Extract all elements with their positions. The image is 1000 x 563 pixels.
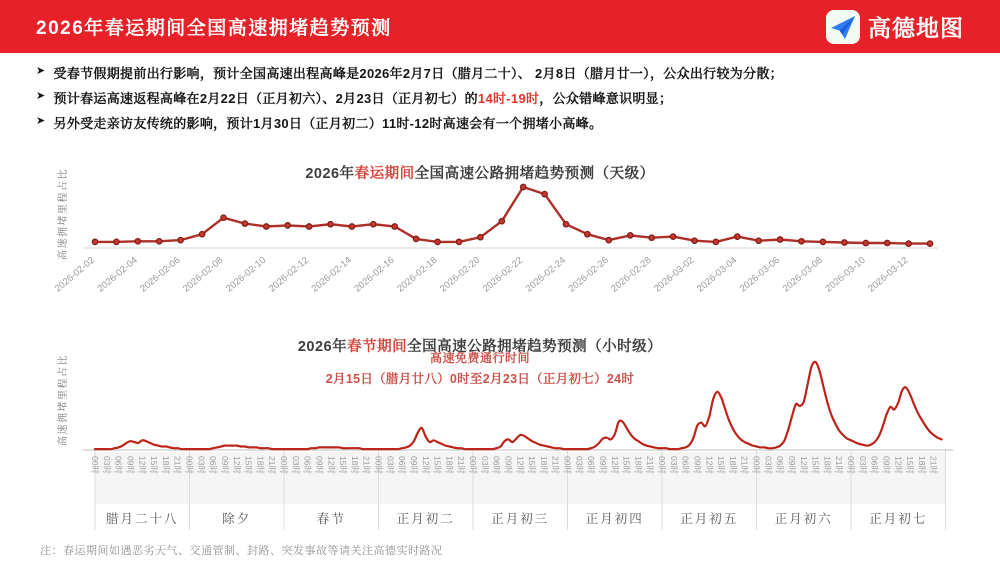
- data-point-marker: [114, 239, 119, 244]
- toll-free-annotation-line2: 2月15日（腊月廿八）0时至2月23日（正月初七）24时: [325, 372, 635, 386]
- x-tick-label: 2026-03-10: [823, 254, 868, 295]
- day-label: 正月初六: [774, 512, 833, 526]
- daily-y-axis-label: 高速拥堵里程占比: [58, 168, 69, 260]
- data-point-marker: [885, 240, 890, 245]
- hour-tick-label: 09时: [125, 456, 136, 474]
- data-point-marker: [264, 224, 269, 229]
- bullet-arrow-icon: ➤: [36, 65, 46, 77]
- data-point-marker: [863, 240, 868, 245]
- data-point-marker: [371, 222, 376, 227]
- hourly-y-axis-label: 高速拥堵里程占比: [58, 354, 69, 446]
- data-point-marker: [799, 239, 804, 244]
- hour-tick-label: 03时: [101, 456, 112, 474]
- hour-tick-label: 00时: [562, 456, 573, 474]
- hour-tick-label: 21时: [456, 456, 467, 474]
- hour-tick-label: 09时: [503, 456, 514, 474]
- data-point-marker: [649, 235, 654, 240]
- hour-tick-label: 15时: [716, 456, 727, 474]
- x-tick-label: 2026-02-14: [309, 254, 354, 295]
- x-tick-label: 2026-02-22: [480, 254, 526, 295]
- hour-tick-label: 18时: [538, 456, 549, 474]
- hour-tick-label: 06时: [491, 456, 502, 474]
- x-tick-label: 2026-02-12: [266, 254, 312, 295]
- hour-tick-label: 03时: [574, 456, 585, 474]
- hour-tick-label: 00时: [657, 456, 667, 474]
- hour-tick-label: 12时: [137, 456, 148, 474]
- data-point-marker: [692, 238, 697, 243]
- title-segment: 全国高速公路拥堵趋势预测（小时级）: [407, 338, 663, 355]
- data-point-marker: [777, 237, 782, 242]
- data-point-marker: [413, 236, 418, 241]
- day-label: 正月初五: [680, 512, 739, 526]
- hour-tick-label: 12时: [231, 456, 242, 474]
- header-bar: [0, 0, 1000, 53]
- hour-tick-label: 00时: [90, 456, 100, 474]
- bullet-text: [54, 88, 673, 107]
- text-segment: 受春节假期提前出行影响，预计全国高速出程高峰是2026年2月7日（腊月二十）、 2月8日（腊月廿一），公众出行较为分散；: [53, 66, 783, 81]
- x-tick-label: 2026-02-06: [138, 254, 183, 295]
- hour-tick-label: 18时: [349, 456, 360, 474]
- hour-tick-label: 12时: [609, 456, 620, 474]
- hour-tick-label: 03时: [290, 456, 301, 474]
- hour-tick-label: 06时: [586, 456, 597, 474]
- bullet-item: [36, 113, 984, 138]
- hour-tick-label: 03时: [763, 456, 774, 474]
- title-highlight: 春节期间: [347, 338, 408, 355]
- footer-note: 注：春运期间如遇恶劣天气、交通管制、封路、突发事故等请关注高德实时路况: [40, 545, 443, 557]
- day-label: 正月初四: [585, 512, 644, 526]
- daily-data-points: [92, 184, 932, 246]
- hour-tick-label: 18时: [255, 456, 266, 474]
- data-point-marker: [628, 233, 633, 238]
- x-tick-label: 2026-02-02: [52, 254, 97, 295]
- data-point-marker: [820, 239, 825, 244]
- data-point-marker: [927, 241, 932, 246]
- hour-tick-label: 06时: [208, 456, 219, 474]
- day-label: 正月初七: [869, 512, 928, 526]
- data-point-marker: [542, 191, 547, 196]
- data-point-marker: [435, 239, 440, 244]
- x-tick-label: 2026-03-02: [652, 254, 697, 295]
- hour-tick-label: 12时: [515, 456, 526, 474]
- hour-tick-label: 00时: [184, 456, 195, 474]
- data-point-marker: [392, 224, 397, 229]
- data-point-marker: [242, 221, 247, 226]
- daily-trend-line: [95, 187, 930, 244]
- x-tick-label: 2026-02-10: [223, 254, 269, 295]
- bullet-text: [54, 63, 783, 82]
- hour-tick-label: 21时: [834, 456, 845, 474]
- hour-tick-label: 06时: [775, 456, 786, 474]
- data-point-marker: [221, 215, 226, 220]
- hourly-trend-line: [95, 362, 942, 449]
- hour-tick-label: 06时: [302, 456, 313, 474]
- hour-tick-label: 06时: [680, 456, 691, 474]
- data-point-marker: [906, 241, 911, 246]
- hour-tick-label: 03时: [385, 456, 396, 474]
- data-point-marker: [349, 224, 354, 229]
- hour-tick-label: 21时: [172, 456, 183, 474]
- hour-tick-label: 15时: [149, 456, 160, 474]
- x-tick-label: 2026-02-20: [438, 254, 483, 295]
- day-label: 正月初三: [491, 512, 550, 526]
- data-point-marker: [92, 239, 97, 244]
- hour-tick-label: 03时: [196, 456, 207, 474]
- bullet-arrow-icon: ➤: [36, 90, 46, 102]
- hour-tick-label: 09时: [881, 456, 892, 474]
- text-segment: ，公众错峰意识明显；: [539, 91, 673, 106]
- data-point-marker: [478, 235, 483, 240]
- toll-free-annotation-line1: 高速免费通行时间: [429, 351, 530, 365]
- highlight-text: 14时-19时: [477, 91, 540, 106]
- hour-tick-label: 09时: [219, 456, 230, 474]
- x-tick-label: 2026-02-26: [566, 254, 611, 295]
- hour-tick-label: 12时: [326, 456, 337, 474]
- data-point-marker: [199, 232, 204, 237]
- hour-tick-label: 00时: [279, 456, 289, 474]
- x-tick-label: 2026-02-04: [95, 254, 140, 295]
- x-tick-label: 2026-02-18: [395, 254, 440, 295]
- page-title: 2026年春运期间全国高速拥堵趋势预测: [36, 18, 392, 39]
- hour-tick-label: 12时: [798, 456, 809, 474]
- bullet-arrow-icon: ➤: [36, 115, 46, 127]
- hour-tick-label: 18时: [444, 456, 455, 474]
- daily-x-tick-labels: [53, 255, 911, 295]
- bullet-text: [54, 113, 603, 132]
- hour-tick-label: 15时: [621, 456, 632, 474]
- hour-tick-label: 00时: [846, 456, 856, 474]
- amap-logo-text: 高德地图: [868, 15, 964, 41]
- summary-bullets: [36, 63, 984, 138]
- hour-tick-label: 15时: [905, 456, 916, 474]
- data-point-marker: [328, 222, 333, 227]
- hour-tick-label: 15时: [243, 456, 254, 474]
- daily-chart: [30, 162, 970, 312]
- x-tick-label: 2026-03-04: [694, 254, 740, 295]
- title-segment: 全国高速公路拥堵趋势预测（天级）: [414, 165, 655, 182]
- day-label: 除夕: [222, 512, 252, 526]
- x-tick-label: 2026-02-08: [181, 254, 226, 295]
- hour-tick-label: 15时: [810, 456, 821, 474]
- hour-tick-label: 21时: [550, 456, 561, 474]
- hour-tick-label: 06时: [869, 456, 880, 474]
- hour-tick-label: 06时: [397, 456, 408, 474]
- title-segment: 2026年: [297, 338, 348, 355]
- x-tick-label: 2026-02-28: [609, 254, 654, 295]
- hour-tick-label: 15时: [432, 456, 443, 474]
- data-point-marker: [606, 237, 611, 242]
- hour-tick-label: 18时: [727, 456, 738, 474]
- data-point-marker: [585, 232, 590, 237]
- hour-tick-label: 03时: [857, 456, 868, 474]
- hour-tick-label: 21时: [361, 456, 372, 474]
- day-label: 腊月二十八: [105, 512, 179, 526]
- hour-tick-label: 18时: [160, 456, 171, 474]
- data-point-marker: [135, 239, 140, 244]
- hour-tick-label: 06时: [113, 456, 124, 474]
- hour-tick-label: 18时: [822, 456, 833, 474]
- hourly-x-tick-labels: [90, 456, 939, 474]
- hour-tick-label: 18时: [916, 456, 927, 474]
- hour-tick-label: 21时: [267, 456, 278, 474]
- x-tick-label: 2026-02-16: [352, 254, 397, 295]
- title-highlight: 春运期间: [354, 165, 415, 182]
- hour-tick-label: 09时: [692, 456, 703, 474]
- hour-tick-label: 15时: [527, 456, 538, 474]
- data-point-marker: [306, 224, 311, 229]
- title-segment: 2026年: [305, 165, 355, 182]
- hour-tick-label: 09时: [314, 456, 325, 474]
- amap-logo: [826, 10, 964, 44]
- data-point-marker: [842, 240, 847, 245]
- data-point-marker: [713, 239, 718, 244]
- bullet-item: [36, 63, 984, 88]
- text-segment: 预计春运高速返程高峰在2月22日（正月初六）、2月23日（正月初七）的: [53, 91, 478, 106]
- hourly-chart: [30, 338, 970, 540]
- hour-tick-label: 21时: [645, 456, 656, 474]
- text-segment: 另外受走亲访友传统的影响，预计1月30日（正月初二）11时-12时高速会有一个拥堵小高峰。: [53, 116, 603, 131]
- x-tick-label: 2026-02-24: [523, 254, 568, 295]
- data-point-marker: [563, 222, 568, 227]
- hour-tick-label: 00时: [468, 456, 478, 474]
- data-point-marker: [521, 184, 526, 189]
- day-label: 正月初二: [396, 512, 455, 526]
- hour-tick-label: 12时: [420, 456, 431, 474]
- hour-tick-label: 09时: [408, 456, 419, 474]
- hour-tick-label: 15时: [338, 456, 349, 474]
- hour-tick-label: 12时: [704, 456, 715, 474]
- x-tick-label: 2026-03-08: [780, 254, 825, 295]
- data-point-marker: [157, 239, 162, 244]
- data-point-marker: [756, 238, 761, 243]
- hour-tick-label: 09时: [597, 456, 608, 474]
- hour-tick-label: 12时: [893, 456, 904, 474]
- paper-plane-icon: [826, 10, 860, 44]
- hour-tick-label: 21时: [928, 456, 939, 474]
- data-point-marker: [499, 219, 504, 224]
- hour-tick-label: 00时: [373, 456, 384, 474]
- bullet-item: [36, 88, 984, 113]
- data-point-marker: [178, 237, 183, 242]
- data-point-marker: [735, 234, 740, 239]
- data-point-marker: [456, 239, 461, 244]
- hour-tick-label: 18时: [633, 456, 644, 474]
- hour-tick-label: 03时: [479, 456, 490, 474]
- data-point-marker: [285, 223, 290, 228]
- hour-tick-label: 21时: [739, 456, 750, 474]
- x-tick-label: 2026-03-12: [866, 254, 911, 295]
- hour-tick-label: 00时: [751, 456, 762, 474]
- hour-tick-label: 09时: [786, 456, 797, 474]
- hour-tick-label: 03时: [668, 456, 679, 474]
- day-labels: [106, 511, 927, 526]
- day-label: 春节: [316, 512, 346, 526]
- data-point-marker: [670, 234, 675, 239]
- x-tick-label: 2026-03-06: [737, 254, 783, 295]
